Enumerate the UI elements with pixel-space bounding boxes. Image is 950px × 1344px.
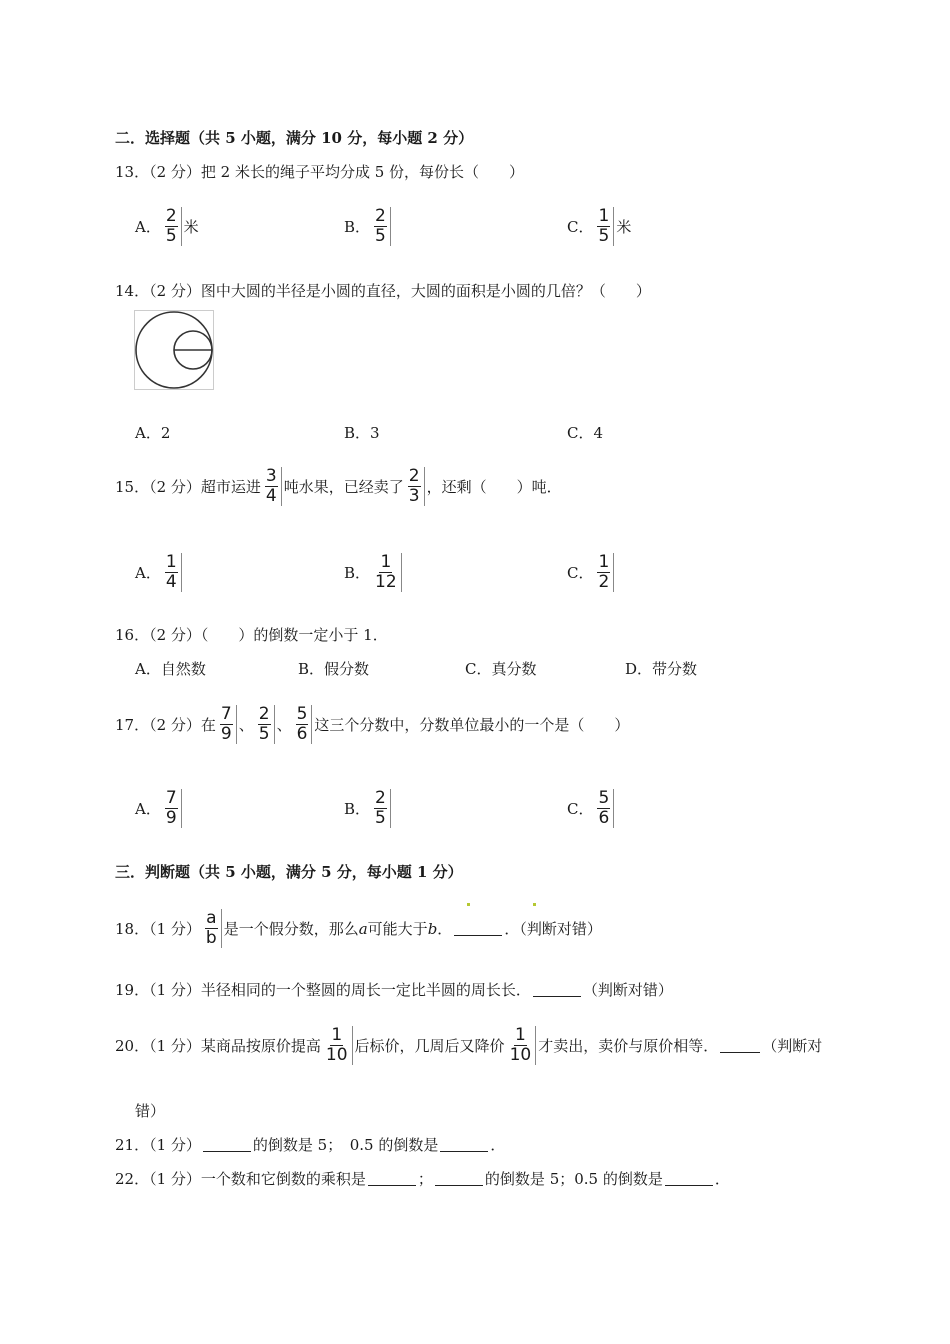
q18-text-prefix: 18．（1 分） bbox=[115, 920, 201, 938]
section-3-heading: 三．判断题（共 5 小题，满分 5 分，每小题 1 分） bbox=[115, 863, 463, 881]
option-label: A． bbox=[135, 564, 161, 582]
q20-text-2: 才卖出，卖价与原价相等． bbox=[538, 1037, 719, 1055]
answer-blank[interactable] bbox=[368, 1171, 416, 1186]
fraction: $\frac{2}{5}$ bbox=[372, 789, 391, 828]
q22-text-end: ． bbox=[714, 1170, 730, 1188]
q13-option-b bbox=[344, 207, 393, 246]
q15-text-middle: 吨水果，已经卖了 bbox=[283, 478, 404, 496]
scan-mark bbox=[467, 903, 470, 906]
question-16: 16．（2 分）（ ）的倒数一定小于 1． bbox=[115, 626, 388, 644]
q15-text-suffix: ，还剩（ ）吨． bbox=[426, 478, 562, 496]
q20-text-suffix: （判断对 bbox=[762, 1037, 823, 1055]
q17-text-suffix: 这三个分数中，分数单位最小的一个是（ ） bbox=[314, 716, 630, 734]
q14-option-b: B．3 bbox=[344, 424, 380, 442]
answer-blank[interactable] bbox=[435, 1171, 483, 1186]
q22-text-2: 的倒数是 5；0.5 的倒数是 bbox=[484, 1170, 663, 1188]
q15-option-a bbox=[135, 553, 184, 592]
fraction: $\frac{a}{b}$ bbox=[203, 909, 222, 948]
q22-text-prefix: 22．（1 分）一个数和它倒数的乘积是 bbox=[115, 1170, 366, 1188]
answer-blank[interactable] bbox=[665, 1171, 713, 1186]
question-17 bbox=[115, 705, 629, 744]
fraction: $\frac{2}{5}$ bbox=[163, 207, 182, 246]
q22-text-1: ； bbox=[417, 1170, 433, 1188]
q18-text-1: 是一个假分数，那么 bbox=[223, 920, 359, 938]
q19-text: 19．（1 分）半径相同的一个整圆的周长一定比半圆的周长长． bbox=[115, 981, 531, 999]
q18-text-2: 可能大于 bbox=[367, 920, 428, 938]
fraction: $\frac{7}{9}$ bbox=[218, 705, 237, 744]
fraction: $\frac{1}{4}$ bbox=[163, 553, 182, 592]
q15-option-c bbox=[567, 553, 616, 592]
option-label: A． bbox=[135, 218, 161, 236]
option-label: C． bbox=[567, 218, 594, 236]
q17-option-b bbox=[344, 789, 393, 828]
q21-text-1: 的倒数是 5； 0.5 的倒数是 bbox=[252, 1136, 439, 1154]
question-14: 14．（2 分）图中大圆的半径是小圆的直径，大圆的面积是小圆的几倍？（ ） bbox=[115, 282, 651, 300]
q14-option-c: C．4 bbox=[567, 424, 604, 442]
q19-text-suffix: （判断对错） bbox=[582, 981, 673, 999]
q21-text-prefix: 21．（1 分） bbox=[115, 1136, 201, 1154]
q18-text-suffix: ．（判断对错） bbox=[504, 920, 602, 938]
question-18 bbox=[115, 909, 602, 948]
answer-blank[interactable] bbox=[440, 1137, 488, 1152]
q13-option-a bbox=[135, 207, 199, 246]
question-21 bbox=[115, 1134, 505, 1155]
fraction: $\frac{5}{6}$ bbox=[595, 789, 614, 828]
q16-option-a: A．自然数 bbox=[135, 660, 206, 678]
fraction: $\frac{2}{3}$ bbox=[406, 467, 425, 506]
option-label: C． bbox=[567, 564, 594, 582]
question-15 bbox=[115, 467, 562, 506]
answer-blank[interactable] bbox=[454, 921, 502, 936]
option-label: B． bbox=[344, 218, 371, 236]
scan-mark bbox=[533, 903, 536, 906]
q21-text-end: ． bbox=[490, 1136, 506, 1154]
q20-continuation: 错） bbox=[135, 1102, 166, 1120]
fraction: $\frac{1}{12}$ bbox=[372, 553, 402, 592]
fraction: $\frac{2}{5}$ bbox=[256, 705, 275, 744]
fraction: $\frac{1}{5}$ bbox=[595, 207, 614, 246]
fraction: $\frac{7}{9}$ bbox=[163, 789, 182, 828]
question-19 bbox=[115, 979, 673, 1000]
option-label: A． bbox=[135, 800, 161, 818]
question-22 bbox=[115, 1168, 730, 1189]
option-label: B． bbox=[344, 564, 371, 582]
option-label: B． bbox=[344, 800, 371, 818]
answer-blank[interactable] bbox=[203, 1137, 251, 1152]
unit: 米 bbox=[183, 218, 199, 236]
q16-option-b: B．假分数 bbox=[298, 660, 370, 678]
q17-option-a bbox=[135, 789, 184, 828]
section-2-heading: 二．选择题（共 5 小题，满分 10 分，每小题 2 分） bbox=[115, 129, 474, 147]
separator: 、 bbox=[238, 716, 254, 734]
fraction: $\frac{3}{4}$ bbox=[263, 467, 282, 506]
fraction: $\frac{5}{6}$ bbox=[294, 705, 313, 744]
q14-option-a: A．2 bbox=[135, 424, 171, 442]
q17-text-prefix: 17．（2 分）在 bbox=[115, 716, 216, 734]
variable-a: a bbox=[358, 919, 368, 938]
answer-blank[interactable] bbox=[720, 1038, 760, 1053]
fraction: $\frac{2}{5}$ bbox=[372, 207, 391, 246]
q20-text-middle: 后标价，几周后又降价 bbox=[354, 1037, 505, 1055]
fraction: $\frac{1}{2}$ bbox=[595, 553, 614, 592]
option-label: C． bbox=[567, 800, 594, 818]
q20-text-prefix: 20．（1 分）某商品按原价提高 bbox=[115, 1037, 321, 1055]
q15-text-prefix: 15．（2 分）超市运进 bbox=[115, 478, 261, 496]
circles-figure bbox=[134, 310, 216, 390]
q15-option-b bbox=[344, 553, 404, 592]
answer-blank[interactable] bbox=[533, 982, 581, 997]
variable-b: b bbox=[427, 919, 438, 938]
fraction: $\frac{1}{10}$ bbox=[507, 1026, 537, 1065]
q16-option-c: C．真分数 bbox=[465, 660, 537, 678]
q13-option-c bbox=[567, 207, 631, 246]
separator: 、 bbox=[276, 716, 292, 734]
q18-text-3: ． bbox=[437, 920, 453, 938]
question-20 bbox=[115, 1026, 822, 1065]
fraction: $\frac{1}{10}$ bbox=[323, 1026, 353, 1065]
unit: 米 bbox=[616, 218, 632, 236]
q16-option-d: D．带分数 bbox=[625, 660, 698, 678]
q17-option-c bbox=[567, 789, 616, 828]
question-13: 13．（2 分）把 2 米长的绳子平均分成 5 份，每份长（ ） bbox=[115, 163, 525, 181]
